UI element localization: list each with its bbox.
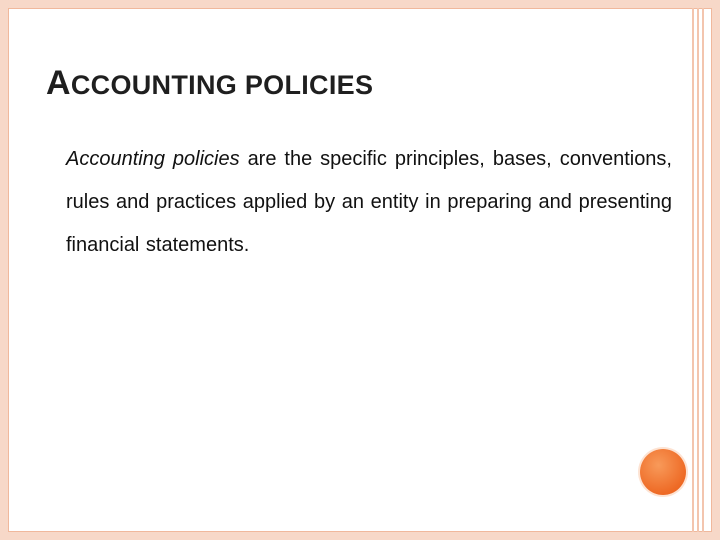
right-stripe-3 bbox=[702, 8, 704, 532]
title-rest: CCOUNTING POLICIES bbox=[70, 70, 374, 100]
slide-title bbox=[46, 64, 373, 103]
decorative-circle bbox=[640, 449, 686, 495]
definition-paragraph bbox=[66, 138, 672, 267]
definition-text: are the specific principles, bases, conventions, rules and practices applied by an entity in preparing and presenting financial statements. bbox=[66, 148, 672, 256]
right-stripe-1 bbox=[692, 8, 694, 532]
defined-term: Accounting policies bbox=[66, 148, 240, 170]
right-stripe-2 bbox=[697, 8, 699, 532]
title-first-letter: A bbox=[46, 64, 71, 102]
